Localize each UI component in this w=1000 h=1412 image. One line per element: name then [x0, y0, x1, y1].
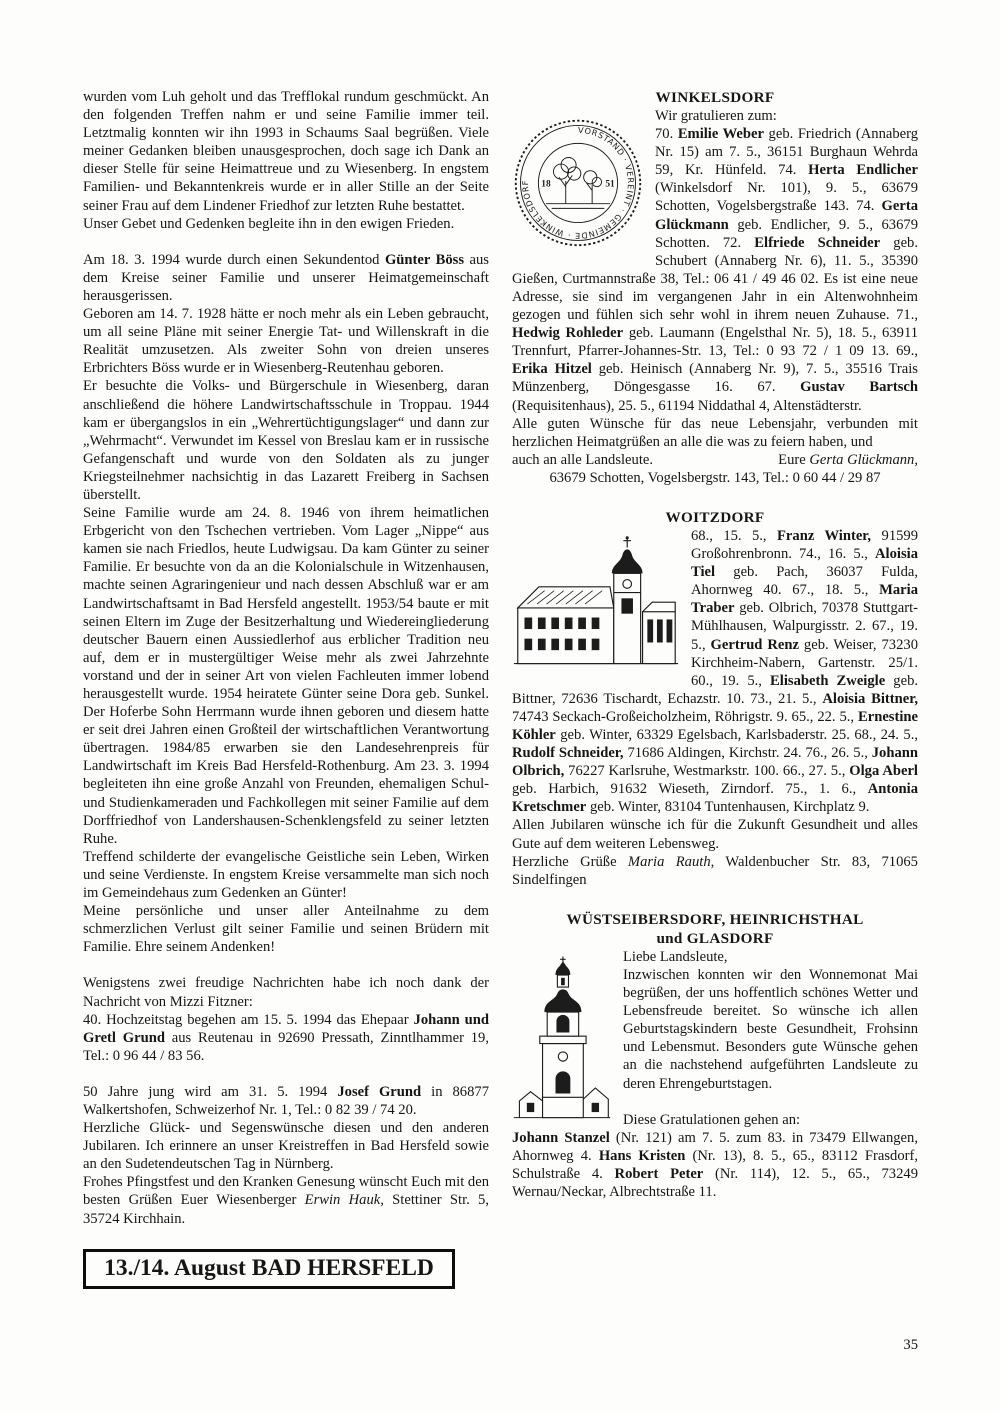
boess-school-war-paragraph: Er besuchte die Volks- und Bürgerschule in Wiesenberg, daran anschließend die höhere Landwirtschaftsschule in Troppau. 1944 kam er übergangslos in ein „Wehrertüchtigungslager“ und dann zur „Wehrmacht“. Verwundet im Kessel von Breslau kam er in russische Gefangenschaft und wurde von den Soldaten als zu junger Kriegsteilnehmer nachsichtig in das Lazarett Freiberg in Sachsen überstellt. [83, 378, 489, 503]
woitzdorf-greeting-paragraph: Herzliche Grüße Maria Rauth, Waldenbucher Str. 83, 71065 Sindelfingen [512, 853, 918, 888]
greetings-erwin-hauk-paragraph: Frohes Pfingstfest und den Kranken Genesung wünscht Euch mit den besten Grüßen Euer Wiesenberger Erwin Hauk, Stettiner Str. 5, 35724 Kirchhain. [83, 1174, 490, 1227]
boess-condolence-paragraph: Meine persönliche und unser aller Anteilnahme zu dem schmerzlichen Verlust gilt seiner Familie und seinen Brüdern mit Familie. Ehre seinem Andenken! [83, 903, 489, 956]
wuest-section-body [512, 948, 918, 1201]
woitzdorf-section-title: WOITZDORF [665, 508, 765, 526]
birthday-josef-grund-paragraph: 50 Jahre jung wird am 31. 5. 1994 Josef Grund in 86877 Walkertshofen, Schweizerhof Nr. 1, Tel.: 0 82 39 / 74 20. [83, 1083, 489, 1118]
wuest-salutation-line: Liebe Landsleute, [623, 948, 728, 965]
winkelsdorf-intro-line: Wir gratulieren zum: [655, 108, 777, 124]
boess-funeral-paragraph: Treffend schilderte der evangelische Geistliche sein Leben, Wirken und seine Verdienste. In engstem Kreise versammelte man sich noch im Gemeindehaus zum Gedenken an Günter! [83, 848, 489, 902]
left-column [83, 88, 489, 1289]
boess-obituary-intro-paragraph: Am 18. 3. 1994 wurde durch einen Sekundentod Günter Böss aus dem Kreise seiner Familie und unserer Heimatgemeinschaft herausgerissen. [83, 251, 489, 304]
winkelsdorf-wishes-paragraph: Alle guten Wünsche für das neue Lebensjahr, verbunden mit herzlichen Heimatgrüßen an alle die was zu feiern haben, und [512, 415, 918, 450]
winkelsdorf-section-body [512, 107, 918, 487]
wuest-church-tower-illustration [512, 952, 612, 1124]
wuest-greeting-paragraph: Inzwischen konnten wir den Wonnemonat Mai begrüßen, der uns hoffentlich schönes Wetter und Lebensfreude bereitet. So wünsche ich allen Geburtstagskindern beste Gesundheit, Frohsinn und Lebensmut. Besonders gute Wünsche gehen an die nachstehend aufgeführten Landsleute zu deren Ehrengeburtstagen. [623, 966, 918, 1092]
woitzdorf-birthdays-paragraph: 68., 15. 5., Franz Winter, 91599 Großohrenbronn. 74., 16. 5., Aloisia Tiel geb. Pach, 36037 Fulda, Ahornweg 40. 67., 18. 5., Maria Traber geb. Olbrich, 70378 Stuttgart-Mühlhausen, Walpurgisstr. 2. 67., 19. 5., Gertrud Renz geb. Weiser, 73230 Kirchheim-Nabern, Gartenstr. 25/1. 60., 19. 5., Elisabeth Zweigle geb. Bittner, 72636 Tischardt, Echazstr. 10. 73., 21. 5., Aloisia Bittner, 74743 Seckach-Großeicholzheim, Röhrigstr. 9. 65., 22. 5., Ernestine Köhler geb. Winter, 63329 Egelsbach, Karlsbaderstr. 25. 68., 24. 5., Rudolf Schneider, 71686 Aldingen, Kirchstr. 24. 76., 26. 5., Johann Olbrich, 76227 Karlsruhe, Westmarkstr. 100. 66., 27. 5., Olga Aberl geb. Harbich, 91632 Wieseth, Zirndorf. 75., 1. 6., Antonia Kretschmer geb. Winter, 83104 Tuntenhausen, Kirchplatz 9. [512, 527, 919, 816]
winkelsdorf-address-line: 63679 Schotten, Vogelsbergstr. 143, Tel.: 0 60 44 / 29 87 [549, 469, 881, 486]
winkelsdorf-signoff-line [512, 451, 918, 469]
winkelsdorf-signoff-right: Eure Gerta Glückmann, [778, 451, 918, 468]
woitzdorf-wishes-paragraph: Allen Jubilaren wünsche ich für die Zukunft Gesundheit und alles Gute auf dem weiteren Lebensweg. [512, 817, 918, 852]
section-woitzdorf [512, 508, 918, 889]
wuest-section-title-line2: und GLASDORF [656, 929, 774, 947]
good-news-intro-paragraph: Wenigstens zwei freudige Nachrichten habe ich noch dank der Nachricht von Mizzi Fitzner: [83, 975, 489, 1010]
wuest-section-title-line1: WÜSTSEIBERSDORF, HEINRICHSTHAL [566, 910, 864, 928]
section-wuestseibersdorf [512, 910, 918, 1201]
boess-birth-paragraph: Geboren am 14. 7. 1928 hätte er noch mehr als ein Leben gebraucht, um all seine Pläne mit seiner Energie Tat- und Willenskraft in die Realität umzusetzen. Als zweiter Sohn von dreien unseres Erbrichters Böss wurde er in Wiesenberg-Reutenhau geboren. [83, 306, 489, 377]
anniversary-grund-paragraph: 40. Hochzeitstag begehen am 15. 5. 1994 das Ehepaar Johann und Gretl Grund aus Reutenau in 92690 Pressath, Zinntlhammer 19, Tel.: 0 96 44 / 83 56. [83, 1011, 489, 1064]
section-winkelsdorf [512, 88, 918, 487]
page-number: 35 [903, 1337, 918, 1353]
right-column [512, 88, 918, 1201]
seal-year-left: 18 [541, 179, 551, 190]
winkelsdorf-birthdays-paragraph: 70. Emilie Weber geb. Friedrich (Annaberg Nr. 15) am 7. 5., 36151 Burghaun Wehrda 59, Kr. Hünfeld. 74. Herta Endlicher (Winkelsdorf Nr. 101), 9. 5., 63679 Schotten, Vogelsbergstraße 143. 74. Gerta Glückmann geb. Endlicher, 9. 5., 63679 Schotten. 72. Elfriede Schneider geb. Schubert (Annaberg Nr. 6), 11. 5., 35390 Gießen, Curtmannstraße 38, Tel.: 06 41 / 49 46 02. Es ist eine neue Adresse, sie sind im vergangenen Jahr in ein Altenwohnheim gezogen und fühlen sich sehr wohl in ihrem neuen Zuhause. 71., Hedwig Rohleder geb. Laumann (Engelsthal Nr. 5), 18. 5., 63911 Trennfurt, Pfarrer-Johannes-Str. 13, Tel.: 0 93 72 / 1 09 13. 69., Erika Hitzel geb. Heinisch (Annaberg Nr. 9), 7. 5., 35516 Trais Münzenberg, Döngesgasse 16. 67. Gustav Bartsch (Requisitenhaus), 25. 5., 61194 Niddathal 4, Altenstädterstr. [512, 126, 919, 414]
obituary-continuation-paragraph: wurden vom Luh geholt und das Trefflokal rundum geschmückt. An den folgenden Treffen nahm er und seine Familie immer teil. Letztmalig konnten wir ihn 1993 in Schaums Saal begrüßen. Viele meiner Gedanken bleiben unausgesprochen, doch sage ich Dank an dieser Stelle für seine Heimattreue und zu Wiesenberg. In engstem Familien- und Bekanntenkreis wurde er in aller Stille an der Seite seiner Frau auf dem Lindener Friedhof zur letzten Ruhe bestattet. [83, 89, 489, 214]
woitzdorf-church-illustration [512, 531, 680, 681]
seal-ring-text: VORSTAND · VEREINT · GEMEINDE · WINKELSDORF [519, 124, 637, 241]
event-banner-label: 13./14. August BAD HERSFELD [104, 1254, 434, 1281]
seal-year-right: 51 [605, 179, 615, 190]
obituary-closing-line: Unser Gebet und Gedenken begleite ihn in den ewigen Frieden. [83, 215, 455, 232]
winkelsdorf-signoff-left: auch an alle Landsleute. [512, 451, 654, 468]
wuest-birthdays-paragraph: Johann Stanzel (Nr. 121) am 7. 5. zum 83. in 73479 Ellwangen, Ahornweg 4. Hans Kristen (Nr. 13), 8. 5., 65., 83112 Frasdorf, Schulstraße 4. Robert Peter (Nr. 114), 12. 5., 65., 73249 Wernau/Neckar, Albrechtstraße 11. [512, 1129, 918, 1200]
boess-life-paragraph: Seine Familie wurde am 24. 8. 1946 von ihrem heimatlichen Erbgericht von den Tschechen vertrieben. Vom Lager „Nippe“ aus kamen sie nach Friedlos, heute Ludwigsau. Da kam Günter zu seiner Familie. Er besuchte von da an die Kolonialschule in Witzenhausen, machte seinen Agraringenieur und nach dessen Abschluß war er am Landwirtschaftsamt in Bad Hersfeld angestellt. 1953/54 baute er mit seinen Eltern im Zuge der Besitzerhaltung und Wiedereingliederung deutscher Bauern einen Aussiedlerhof aus erblicher Tradition neu auf, dem er in mustergültiger Weise mehr als zwei Jahrzehnte vorstand und der in seiner Art von vielen Fachleuten immer lobend herausgestellt wurde. 1954 heiratete Günter seine Dora geb. Sunkel. Der Hoferbe Sohn Herrmann wurde ihnen geboren und diesem hatte er seit drei Jahren einen Großteil der wirtschaftlichen Verantwortung übertragen. 1984/85 erwarben sie den Landesehrenpreis für Landwirtschaft im Kreis Bad Hersfeld-Rothenburg. Am 23. 3. 1994 begleiteten ihn eine große Anzahl von Freunden, ehemaligen Schul- und Studienkameraden und Fachkollegen mit seiner Familie auf dem Dorffriedhof von Landershausen-Schenklengsfeld zu seiner letzten Ruhe. [83, 505, 489, 847]
wuest-gratulations-intro-line: Diese Gratulationen gehen an: [623, 1111, 801, 1128]
winkelsdorf-section-title: WINKELSDORF [655, 89, 775, 106]
event-banner [83, 1249, 455, 1289]
winkelsdorf-seal-illustration [512, 111, 644, 253]
congratulations-paragraph: Herzliche Glück- und Segenswünsche diesen und den anderen Jubilaren. Ich erinnere an unser Kreistreffen in Bad Hersfeld sowie an den Sudetendeutschen Tag in Nürnberg. [83, 1120, 489, 1173]
woitzdorf-section-body [512, 527, 918, 889]
